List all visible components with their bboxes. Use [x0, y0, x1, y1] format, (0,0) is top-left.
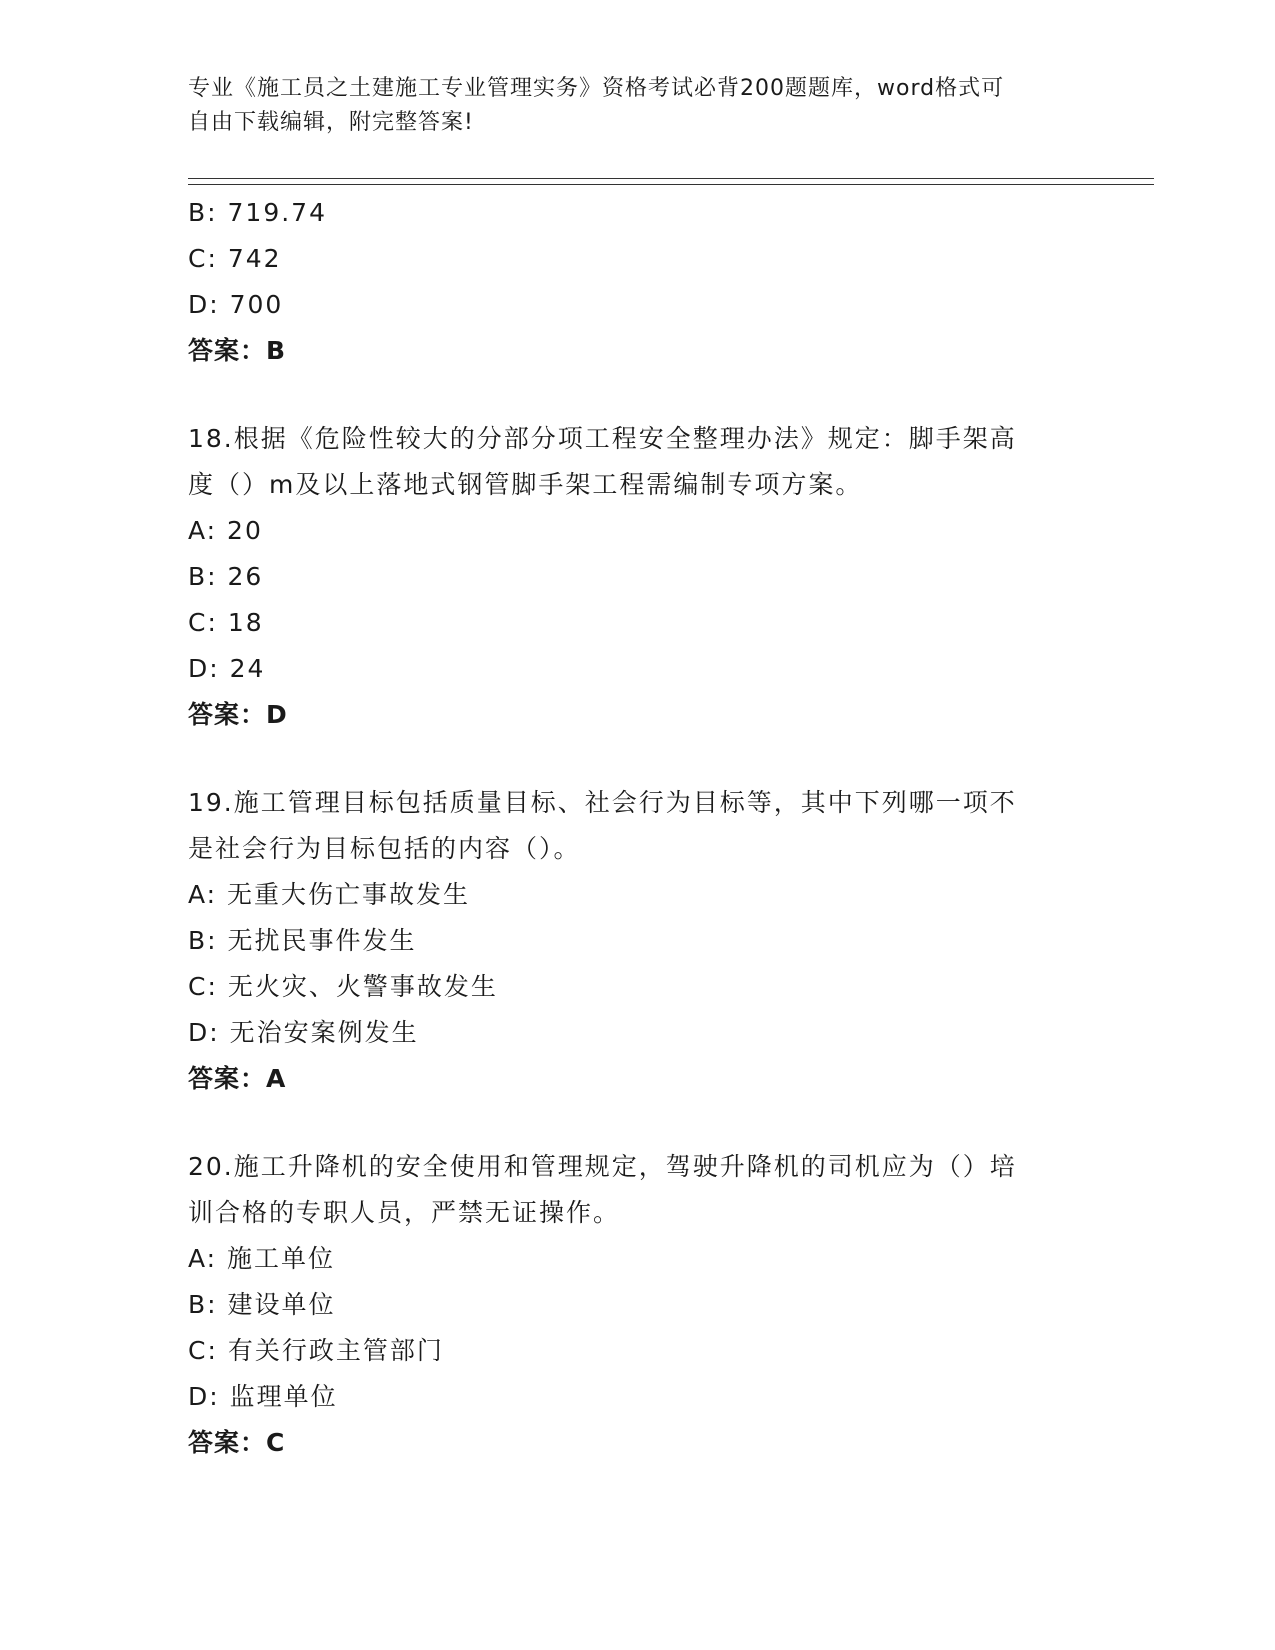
option-c: C: 无火灾、火警事故发生 [188, 972, 498, 1001]
option-b: B: 建设单位 [188, 1290, 336, 1319]
answer-label: 答案：C [188, 1428, 286, 1457]
option-d: D: 无治安案例发生 [188, 1018, 419, 1047]
question-text-line-2: 训合格的专职人员，严禁无证操作。 [188, 1198, 621, 1227]
option-b: B: 26 [188, 562, 264, 591]
option-d: D: 24 [188, 654, 266, 683]
question-text-line-1: 20.施工升降机的安全使用和管理规定，驾驶升降机的司机应为（）培 [188, 1152, 1017, 1181]
option-c: C: 742 [188, 244, 282, 273]
question-19 [188, 780, 1088, 1102]
header-divider-top [188, 178, 1154, 179]
question-18 [188, 416, 1088, 738]
document-header [188, 72, 1068, 140]
question-text-line-1: 19.施工管理目标包括质量目标、社会行为目标等，其中下列哪一项不 [188, 788, 1017, 817]
question-text-line-2: 是社会行为目标包括的内容（）。 [188, 834, 581, 863]
question-text-line-1: 18.根据《危险性较大的分部分项工程安全整理办法》规定：脚手架高 [188, 424, 1017, 453]
answer-label: 答案：D [188, 700, 288, 729]
option-a: A: 施工单位 [188, 1244, 336, 1273]
answer-label: 答案：B [188, 336, 287, 365]
option-b: B: 无扰民事件发生 [188, 926, 417, 955]
answer-label: 答案：A [188, 1064, 287, 1093]
header-divider-bottom [188, 184, 1154, 185]
header-title-line-2: 自由下载编辑，附完整答案! [188, 110, 474, 135]
question-list [188, 190, 1088, 1466]
option-b: B: 719.74 [188, 198, 327, 227]
option-d: D: 700 [188, 290, 284, 319]
spacer [188, 738, 1088, 780]
question-text-line-2: 度（）m及以上落地式钢管脚手架工程需编制专项方案。 [188, 470, 863, 499]
option-a: A: 无重大伤亡事故发生 [188, 880, 471, 909]
header-title-line-1: 专业《施工员之土建施工专业管理实务》资格考试必背200题题库，word格式可 [188, 76, 1005, 101]
option-d: D: 监理单位 [188, 1382, 338, 1411]
question-20 [188, 1144, 1088, 1466]
spacer [188, 1102, 1088, 1144]
option-c: C: 18 [188, 608, 264, 637]
option-c: C: 有关行政主管部门 [188, 1336, 444, 1365]
option-a: A: 20 [188, 516, 263, 545]
spacer [188, 374, 1088, 416]
question-17 [188, 190, 1088, 374]
